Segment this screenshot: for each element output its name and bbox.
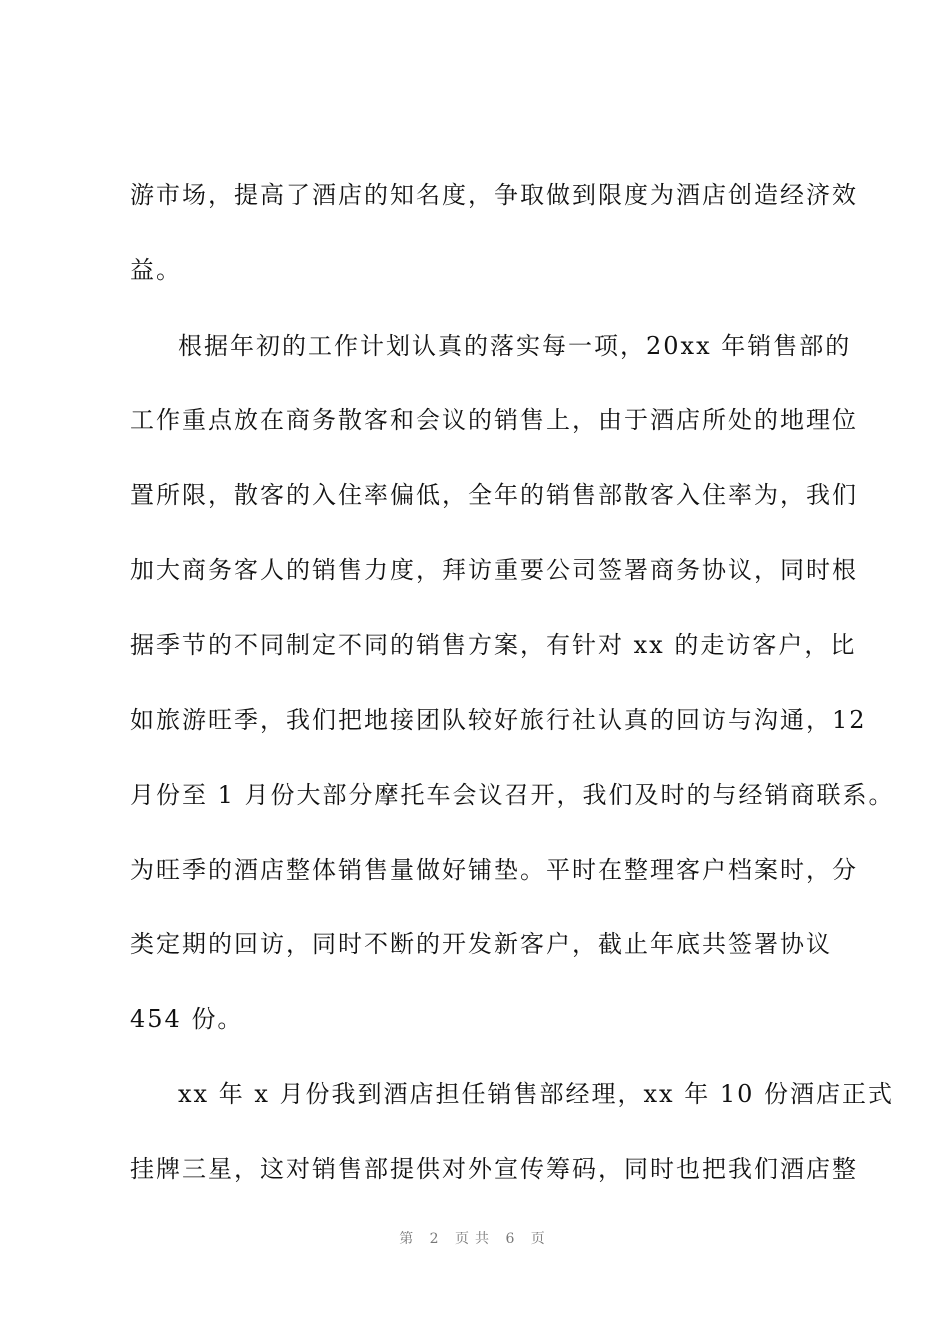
- paragraph-start-line: 根据年初的工作计划认真的落实每一项，20xx 年销售部的: [178, 332, 852, 360]
- text-line: 454 份。: [130, 1005, 244, 1033]
- text-line: 类定期的回访，同时不断的开发新客户，截止年底共签署协议: [130, 930, 832, 958]
- text-line: 置所限，散客的入住率偏低，全年的销售部散客入住率为，我们: [130, 481, 858, 509]
- text-line: 挂牌三星，这对销售部提供对外宣传筹码，同时也把我们酒店整: [130, 1155, 858, 1183]
- text-line: 据季节的不同制定不同的销售方案，有针对 xx 的走访客户，比: [130, 631, 857, 659]
- text-line: 工作重点放在商务散客和会议的销售上，由于酒店所处的地理位: [130, 406, 858, 434]
- text-line: 游市场，提高了酒店的知名度，争取做到限度为酒店创造经济效: [130, 181, 858, 209]
- text-line: 益。: [130, 256, 182, 284]
- text-line: 如旅游旺季，我们把地接团队较好旅行社认真的回访与沟通，12: [130, 706, 867, 734]
- paragraph-start-line: xx 年 x 月份我到酒店担任销售部经理，xx 年 10 份酒店正式: [178, 1080, 894, 1108]
- text-line: 为旺季的酒店整体销售量做好铺垫。平时在整理客户档案时，分: [130, 856, 858, 884]
- text-line: 月份至 1 月份大部分摩托车会议召开，我们及时的与经销商联系。: [130, 781, 895, 809]
- text-line: 加大商务客人的销售力度，拜访重要公司签署商务协议，同时根: [130, 556, 858, 584]
- page-number-footer: 第 2 页共 6 页: [399, 1231, 551, 1247]
